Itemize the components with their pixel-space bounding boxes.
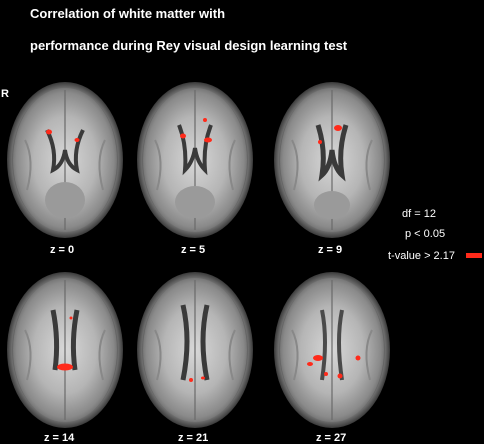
activation-cluster (57, 364, 73, 371)
activation-cluster (318, 140, 322, 144)
activation-cluster (70, 317, 73, 320)
activation-cluster (201, 377, 205, 380)
brain-slice-z21 (135, 270, 255, 430)
brain-slice-z14 (5, 270, 125, 430)
orientation-label: R (1, 88, 9, 100)
activation-cluster (324, 372, 328, 376)
activation-cluster (307, 362, 313, 366)
figure-title-line-2: performance during Rey visual design learning test (30, 38, 348, 53)
slice-label-z5: z = 5 (181, 244, 206, 256)
brain-slice-z5 (135, 80, 255, 240)
brain-slice-z9 (272, 80, 392, 240)
df-label: df = 12 (402, 208, 436, 220)
p-value-label: p < 0.05 (405, 228, 446, 240)
figure-title-line-1: Correlation of white matter with (30, 6, 226, 21)
brain-slice-z27 (272, 270, 392, 430)
threshold-label: t-value > 2.17 (388, 250, 455, 262)
slice-label-z21: z = 21 (178, 432, 209, 444)
activation-cluster (203, 118, 207, 122)
activation-cluster (180, 134, 186, 139)
threshold-color-bar (466, 253, 482, 258)
activation-cluster (75, 138, 80, 142)
slice-label-z27: z = 27 (316, 432, 347, 444)
activation-cluster (334, 125, 342, 131)
activation-cluster (313, 355, 323, 361)
activation-cluster (46, 130, 52, 135)
activation-cluster (338, 374, 343, 379)
activation-cluster (204, 138, 212, 143)
slice-label-z14: z = 14 (44, 432, 75, 444)
slice-label-z9: z = 9 (318, 244, 343, 256)
slice-label-z0: z = 0 (50, 244, 75, 256)
brain-slice-z0 (5, 80, 125, 240)
activation-cluster (189, 378, 193, 382)
activation-cluster (356, 356, 361, 361)
